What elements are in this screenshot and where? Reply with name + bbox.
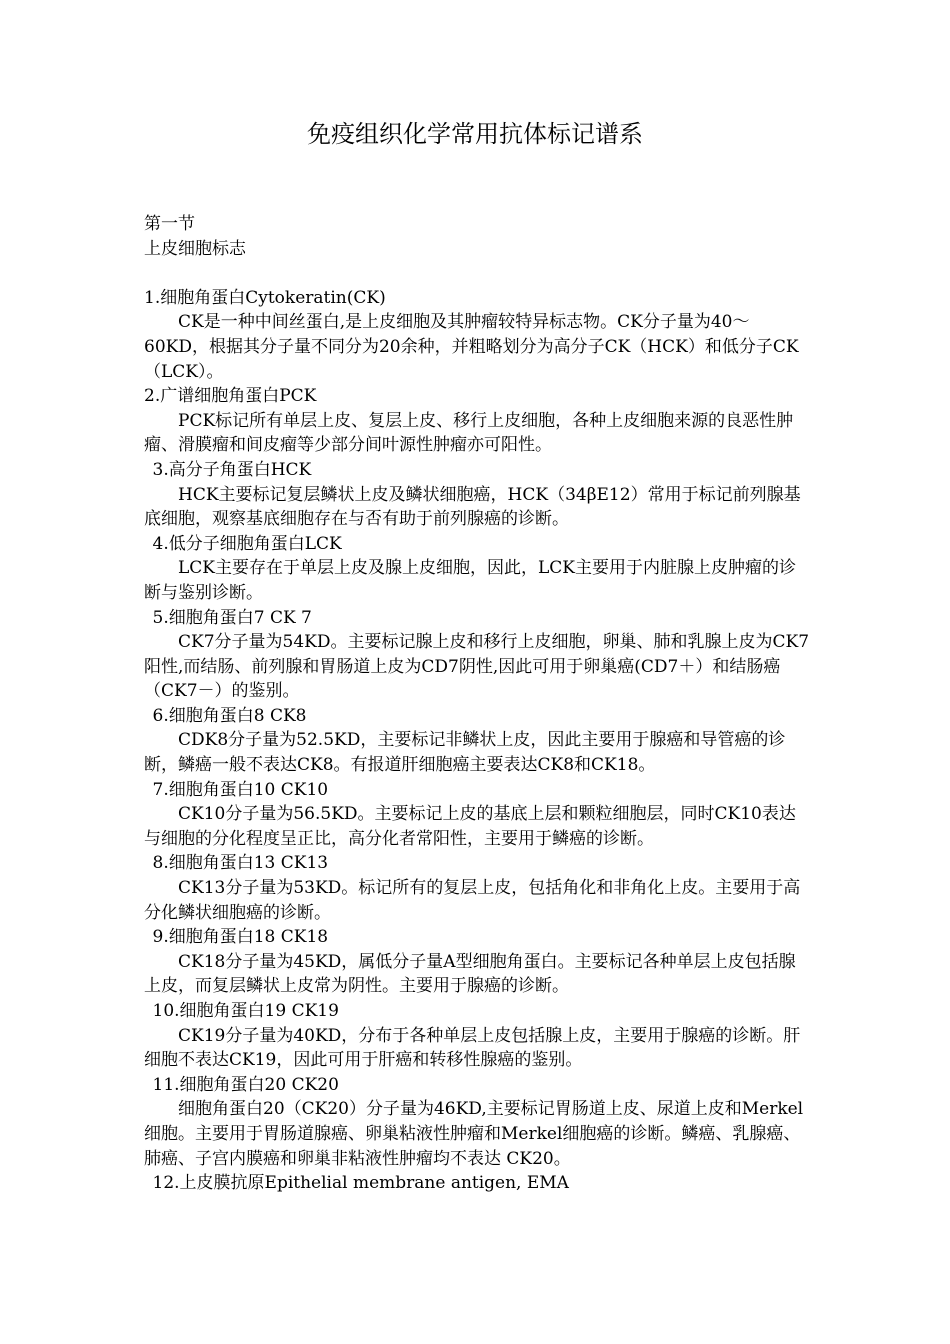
item-heading: 5.细胞角蛋白7 CK 7 xyxy=(152,607,312,628)
item-heading: 11.细胞角蛋白20 CK20 xyxy=(152,1074,339,1095)
item-text: CDK8分子量为52.5KD，主要标记非鳞状上皮，因此主要用于腺癌和导管癌的诊断，鳞癌一般不表达CK8。有报道肝细胞癌主要表达CK8和CK18。 xyxy=(144,730,786,776)
section-name: 上皮细胞标志 xyxy=(144,238,246,259)
item-text: CK18分子量为45KD，属低分子量A型细胞角蛋白。主要标记各种单层上皮包括腺上皮，而复层鳞状上皮常为阴性。主要用于腺癌的诊断。 xyxy=(144,951,796,997)
item-heading: 6.细胞角蛋白8 CK8 xyxy=(152,705,307,726)
item-heading: 1.细胞角蛋白Cytokeratin(CK) xyxy=(144,287,386,308)
item-text: CK13分子量为53KD。标记所有的复层上皮，包括角化和非角化上皮。主要用于高分化鳞状细胞癌的诊断。 xyxy=(144,878,801,923)
item-text: HCK主要标记复层鳞状上皮及鳞状细胞癌，HCK（34βE12）常用于标记前列腺基底细胞，观察基底细胞存在与否有助于前列腺癌的诊断。 xyxy=(144,484,801,530)
item-heading: 10.细胞角蛋白19 CK19 xyxy=(152,1001,339,1021)
item-heading: 8.细胞角蛋白13 CK13 xyxy=(152,853,329,874)
item-text: CK7分子量为54KD。主要标记腺上皮和移行上皮细胞，卵巢、肺和乳腺上皮为CK7阳性,而结肠、前列腺和胃肠道上皮为CD7阴性,因此可用于卵巢癌(CD7＋）和结肠癌（CK7－）的鉴别。 xyxy=(144,632,810,702)
item-heading: 2.广谱细胞角蛋白PCK xyxy=(144,386,317,407)
item-heading: 7.细胞角蛋白10 CK10 xyxy=(152,779,329,800)
item-heading: 12.上皮膜抗原Epithelial membrane antigen, EMA xyxy=(152,1173,569,1194)
item-text: LCK主要存在于单层上皮及腺上皮细胞，因此，LCK主要用于内脏腺上皮肿瘤的诊断与鉴别诊断。 xyxy=(144,558,796,603)
item-text: CK是一种中间丝蛋白,是上皮细胞及其肿瘤较特异标志物。CK分子量为40～60KD，根据其分子量不同分为20余种，并粗略划分为高分子CK（HCK）和低分子CK（LCK）。 xyxy=(144,312,799,382)
document-title: 免疫组织化学常用抗体标记谱系 xyxy=(307,120,643,148)
item-heading: 3.高分子角蛋白HCK xyxy=(152,459,312,480)
item-text: CK19分子量为40KD，分布于各种单层上皮包括腺上皮，主要用于腺癌的诊断。肝细胞不表达CK19，因此可用于肝癌和转移性腺癌的鉴别。 xyxy=(144,1025,801,1071)
item-text: CK10分子量为56.5KD。主要标记上皮的基底上层和颗粒细胞层，同时CK10表达与细胞的分化程度呈正比，高分化者常阳性，主要用于鳞癌的诊断。 xyxy=(144,804,796,849)
item-heading: 9.细胞角蛋白18 CK18 xyxy=(152,927,329,948)
item-heading: 4.低分子细胞角蛋白LCK xyxy=(152,533,342,554)
document-body xyxy=(144,212,809,1196)
section-number: 第一节 xyxy=(144,214,195,234)
item-text: 细胞角蛋白20（CK20）分子量为46KD,主要标记胃肠道上皮、尿道上皮和Merkel细胞。主要用于胃肠道腺癌、卵巢粘液性肿瘤和Merkel细胞癌的诊断。鳞癌、乳腺癌、肺癌、子宫内膜癌和卵巢非粘液性肿瘤均不表达 CK20。 xyxy=(144,1099,804,1169)
item-text: PCK标记所有单层上皮、复层上皮、移行上皮细胞，各种上皮细胞来源的良恶性肿瘤、滑膜瘤和间皮瘤等少部分间叶源性肿瘤亦可阳性。 xyxy=(144,410,794,456)
spacer xyxy=(144,261,809,286)
